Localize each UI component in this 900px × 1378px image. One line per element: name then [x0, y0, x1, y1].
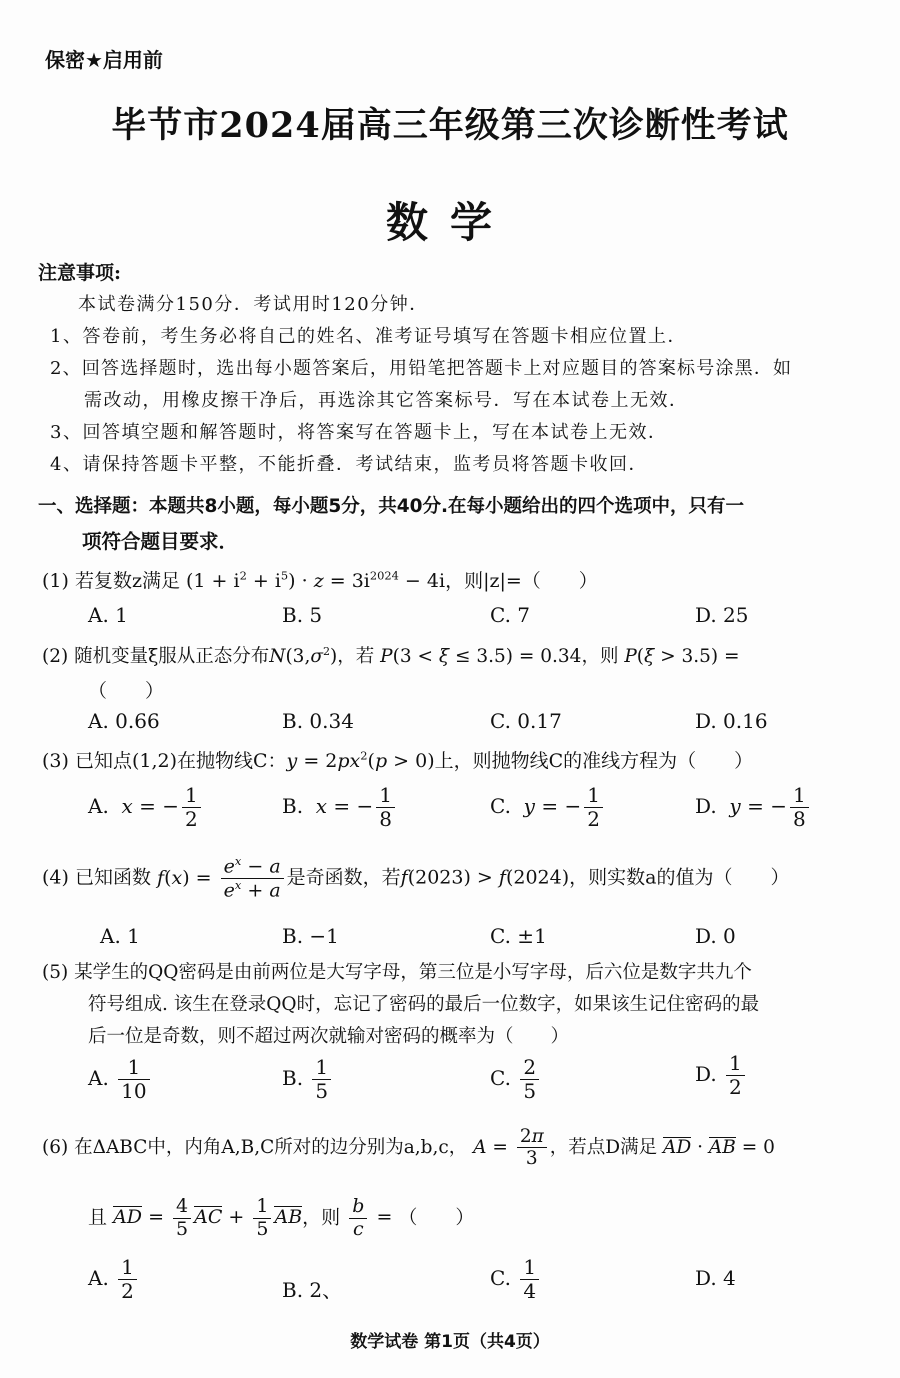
notes-heading: 注意事项:	[38, 262, 122, 284]
question-4	[42, 855, 789, 902]
note-line: 2、回答选择题时，选出每小题答案后，用铅笔把答题卡上对应题目的答案标号涂黑．如	[50, 358, 793, 379]
q5-option-b: B. $\frac{1}{5}$	[282, 1056, 334, 1103]
section-heading: 一、选择题：本题共8小题，每小题5分，共40分.在每小题给出的四个选项中，只有一	[38, 496, 745, 517]
q2-option-d: D. 0.16	[695, 709, 768, 733]
q2-option-a: A. 0.66	[88, 709, 160, 733]
question-5-line2: 符号组成. 该生在登录QQ时，忘记了密码的最后一位数字，如果该生记住密码的最	[88, 994, 760, 1015]
q6-mid: ，若点D满足	[549, 1136, 658, 1158]
q6-vector-eq: AD = $\frac{4}{5}$ AC + $\frac{1}{5}$ AB	[113, 1195, 303, 1240]
question-5-line3: 后一位是奇数，则不超过两次就输对密码的概率为（ ）	[88, 1026, 570, 1047]
q4-mid: 是奇函数，若	[286, 866, 401, 889]
note-line: 需改动，用橡皮擦干净后，再选涂其它答案标号．写在本试卷上无效．	[84, 390, 689, 411]
q3-tail: 上，则抛物线C的准线方程为（ ）	[434, 750, 754, 772]
q5-option-a: A. $\frac{1}{10}$	[88, 1056, 153, 1103]
q2-paren: （ ）	[88, 680, 165, 702]
q1-formula: $(1 + i^2 + i^5) \cdot z = 3i^{2024} - 4i$	[186, 568, 446, 592]
confidential-label: 保密★启用前	[45, 48, 163, 72]
q2-option-b: B. 0.34	[282, 709, 354, 733]
q4-option-a: A. 1	[100, 924, 140, 948]
q6-line2-then: ，则	[302, 1206, 341, 1229]
q6-ratio: $\frac{b}{c}$ =	[346, 1206, 392, 1228]
q2-mid: ，若	[337, 646, 375, 667]
subject-title: 数学	[385, 198, 514, 247]
question-2: (2) 随机变量ξ服从正态分布$N(3,\sigma^2)$，若 P(3 < ξ ≤ 3.5) = 0.34，则 P(ξ > 3.5) =	[42, 644, 740, 667]
q1-label: (1) 若复数z满足	[42, 570, 180, 592]
q6-option-a: A. $\frac{1}{2}$	[88, 1256, 140, 1303]
page-footer: 数学试卷 第1页（共4页）	[350, 1332, 550, 1352]
q6-angle: A = $\frac{2\pi}{3}$	[473, 1137, 550, 1158]
q4-option-b: B. −1	[282, 924, 339, 948]
q6-option-d: D. 4	[695, 1266, 736, 1290]
q6-line2-lead: 且	[88, 1206, 108, 1229]
q1-option-c: C. 7	[490, 603, 531, 627]
q3-option-a: A. x = − $\frac{1}{2}$	[88, 784, 204, 831]
q2-label: (2) 随机变量ξ服从正态分布	[42, 646, 270, 667]
q6-option-c: C. $\frac{1}{4}$	[490, 1256, 542, 1303]
q4-tail: ，则实数a的值为（ ）	[569, 866, 790, 889]
q6-paren: （ ）	[398, 1206, 475, 1229]
q4-option-d: D. 0	[695, 924, 736, 948]
q2-dist: N	[269, 646, 286, 667]
note-line: 本试卷满分150分．考试用时120分钟．	[78, 294, 429, 315]
question-6-line2	[88, 1196, 474, 1241]
question-5: (5) 某学生的QQ密码是由前两位是大写字母，第三位是小写字母，后六位是数字共九个	[42, 962, 752, 983]
q1-tail: ，则|z|=（ ）	[445, 570, 598, 592]
q3-option-c: C. y = − $\frac{1}{2}$	[490, 784, 606, 831]
exam-title: 毕节市2024届高三年级第三次诊断性考试	[111, 105, 789, 146]
note-line: 4、请保持答题卡平整，不能折叠．考试结束，监考员将答题卡收回．	[50, 454, 648, 475]
question-6	[42, 1126, 775, 1170]
note-line: 3、回答填空题和解答题时，将答案写在答题卡上，写在本试卷上无效．	[50, 422, 668, 443]
q5-option-c: C. $\frac{2}{5}$	[490, 1056, 542, 1103]
q6-label: (6) 在ΔABC中，内角A,B,C所对的边分别为a,b,c，	[42, 1136, 468, 1158]
q6-option-b: B. 2、	[282, 1278, 343, 1302]
q5-option-d: D. $\frac{1}{2}$	[695, 1052, 748, 1099]
note-line: 1、答卷前，考生务必将自己的姓名、准考证号填写在答题卡相应位置上．	[50, 326, 687, 347]
q2-cond: P(3 < ξ ≤ 3.5) = 0.34	[380, 646, 582, 667]
q1-option-b: B. 5	[282, 603, 323, 627]
q6-dot-condition: AD · AB = 0	[663, 1136, 775, 1158]
q2-ask: P(ξ > 3.5) =	[624, 646, 740, 667]
q3-option-b: B. x = − $\frac{1}{8}$	[282, 784, 398, 831]
q2-option-c: C. 0.17	[490, 709, 562, 733]
q4-ineq: f(2023) > f(2024)	[400, 866, 570, 889]
q4-option-c: C. ±1	[490, 924, 547, 948]
section-heading-cont: 项符合题目要求．	[82, 530, 239, 553]
q3-option-d: D. y = − $\frac{1}{8}$	[695, 784, 812, 831]
q3-parabola: $y = 2px^2(p > 0)$	[286, 748, 435, 772]
q1-option-a: A. 1	[88, 603, 128, 627]
q4-function: f(x) = $\frac{e^x - a}{e^x + a}$	[157, 867, 287, 889]
q3-label: (3) 已知点(1,2)在抛物线C：	[42, 750, 287, 772]
question-1	[42, 566, 598, 593]
q1-option-d: D. 25	[695, 603, 749, 627]
q2-mid2: ，则	[581, 646, 619, 667]
q4-label: (4) 已知函数	[42, 866, 151, 889]
question-3	[42, 746, 753, 773]
